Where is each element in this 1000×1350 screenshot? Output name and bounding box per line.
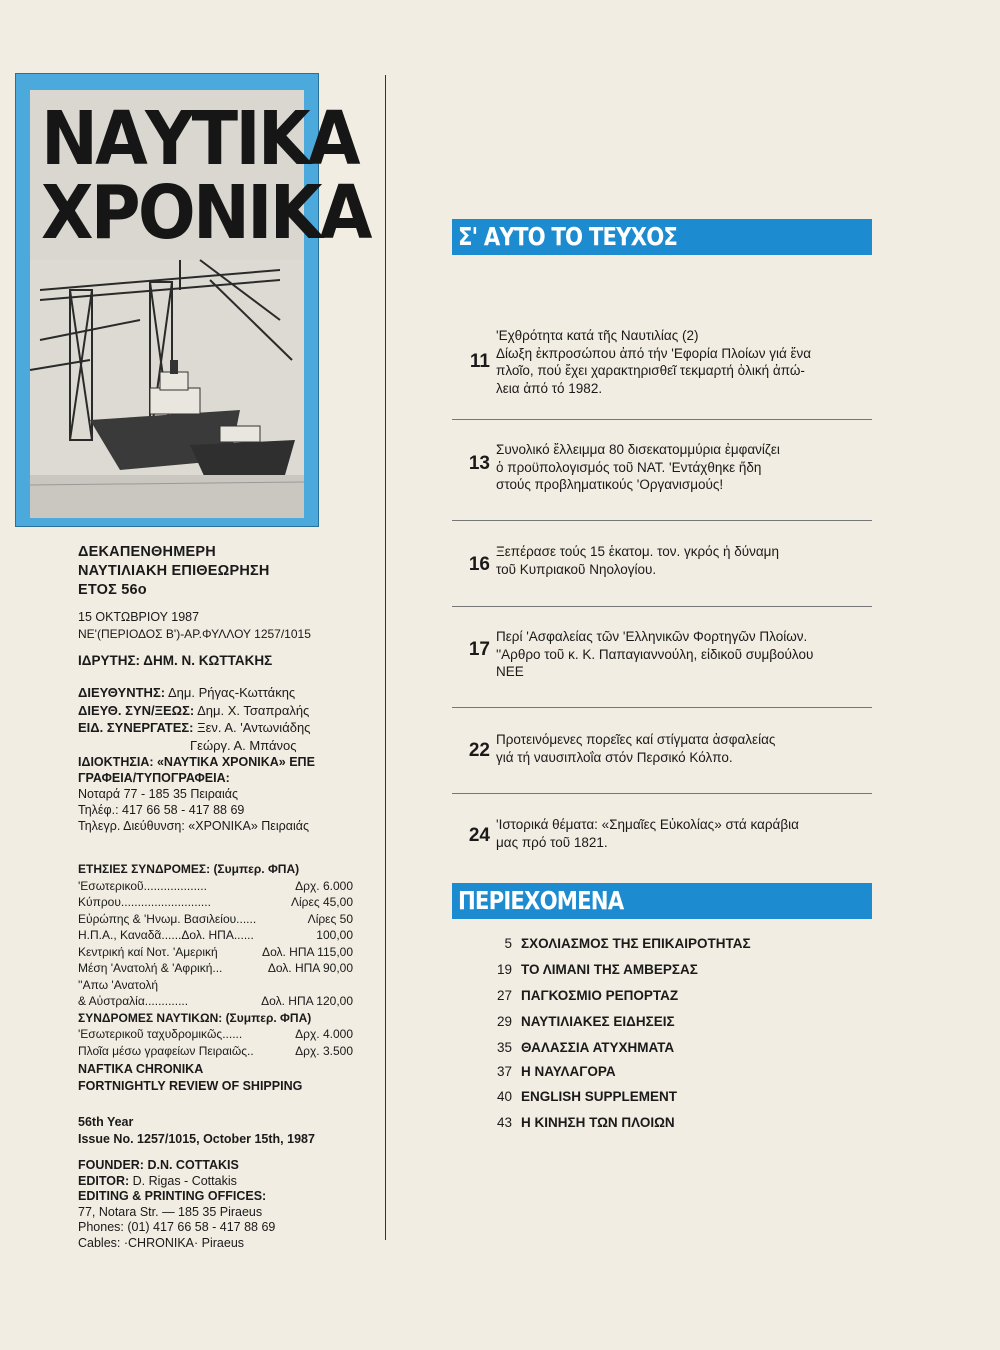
contents-banner — [452, 883, 872, 919]
subscription-row: Κεντρική καί Νοτ. 'Αμερική Δολ. ΗΠΑ 115,00 — [78, 944, 353, 959]
article-page: 13 — [468, 453, 490, 474]
separator — [452, 707, 872, 708]
seamen-subscriptions-title: ΣΥΝΔΡΟΜΕΣ ΝΑΥΤΙΚΩΝ: (Συμπερ. ΦΠΑ) — [78, 1010, 312, 1025]
separator — [452, 419, 872, 420]
article-page: 11 — [469, 351, 490, 372]
subscription-row: & Αὐστραλία............. Δολ. ΗΠΑ 120,00 — [78, 994, 353, 1008]
english-editor-label: EDITOR: — [78, 1173, 130, 1188]
article-page: 16 — [468, 554, 490, 575]
subscription-row: Η.Π.Α., Καναδᾶ......Δολ. ΗΠΑ...... 100,00 — [78, 928, 353, 942]
masthead-heading-line3: ΕΤΟΣ 56ο — [78, 582, 147, 598]
article-text: 'Εχθρότητα κατά τῆς Ναυτιλίας (2) Δίωξη ἐκπροσώπου ἀπό τήν 'Εφορία Πλοίων γιά ἕνα πλοῖο, πού ἔχει χαρακτηρισθεῖ τεκμαρτή ὁλική ἀπώ- λεια ἀπό τό 1982. — [496, 328, 812, 396]
masthead-issue: ΝΕ'(ΠΕΡΙΟΔΟΣ Β')-ΑΡ.ΦΥΛΛΟΥ 1257/1015 — [78, 627, 311, 641]
article-text: Περί 'Ασφαλείας τῶν 'Ελληνικῶν Φορτηγῶν Πλοίων. ''Αρθρο τοῦ κ. Κ. Παπαγιαννούλη, εἰδικοῦ συμβούλου ΝΕΕ — [496, 629, 814, 679]
offices-title: ΓΡΑΦΕΙΑ/ΤΥΠΟΓΡΑΦΕΙΑ: — [78, 771, 230, 785]
in-this-issue-title: Σ' ΑΥΤΟ ΤΟ ΤΕΥΧΟΣ — [458, 222, 678, 251]
subscription-row: Εὐρώπης & 'Ηνωμ. Βασιλείου...... Λίρες 50 — [78, 911, 353, 926]
article-page: 22 — [468, 740, 490, 761]
staff-row: ΔΙΕΥΘ. ΣΥΝ/ΞΕΩΣ: Δημ. Χ. Τσαπραλής — [78, 702, 310, 718]
article-entry[interactable] — [452, 327, 872, 399]
english-masthead — [78, 1061, 378, 1095]
separator — [452, 606, 872, 607]
english-staff — [78, 1158, 378, 1251]
column-divider — [385, 75, 386, 1240]
english-cables: Cables: ·CHRONIKA· Piraeus — [78, 1235, 245, 1250]
magazine-cover — [15, 73, 370, 527]
article-text: 'Ιστορικά θέματα: «Σημαῖες Εὐκολίας» στά καράβια μας πρό τοῦ 1821. — [496, 817, 799, 850]
separator — [452, 793, 872, 794]
article-page: 17 — [468, 639, 490, 660]
subscriptions — [78, 861, 378, 1059]
masthead-heading-line2: ΝΑΥΤΙΛΙΑΚΗ ΕΠΙΘΕΩΡΗΣΗ — [78, 563, 270, 579]
contents-item[interactable]: 27 ΠΑΓΚΟΣΜΙΟ ΡΕΠΟΡΤΑΖ — [496, 988, 679, 1003]
masthead-heading — [78, 543, 378, 600]
staff-list — [78, 684, 378, 754]
far-east-label: ''Απω 'Ανατολή — [78, 977, 159, 992]
english-title: NAFTIKA CHRONIKA — [78, 1062, 204, 1076]
cover-title-line2: ΧΡΟΝΙΚΑ — [40, 170, 370, 256]
contents-item[interactable]: 19 ΤΟ ΛΙΜΑΝΙ ΤΗΣ ΑΜΒΕΡΣΑΣ — [496, 962, 698, 977]
subscription-row: Πλοῖα μέσω γραφείων Πειραιῶς.. Δρχ. 3.500 — [78, 1043, 353, 1058]
article-text: Συνολικό ἔλλειμμα 80 δισεκατομμύρια ἐμφανίζει ὁ προϋπολογισμός τοῦ ΝΑΤ. 'Εντάχθηκε ἤδη στούς προβληματικούς 'Οργανισμούς! — [496, 442, 780, 492]
masthead-date: 15 ΟΚΤΩΒΡΙΟΥ 1987 — [78, 610, 200, 624]
founder-line: ΙΔΡΥΤΗΣ: ΔΗΜ. Ν. ΚΩΤΤΑΚΗΣ — [78, 653, 273, 668]
subscription-row: 'Εσωτερικοῦ................... Δρχ. 6.000 — [78, 878, 353, 893]
contents-item[interactable]: 37 Η ΝΑΥΛΑΓΟΡΑ — [496, 1064, 616, 1079]
subscription-row: Μέση 'Ανατολή & 'Αφρική... Δολ. ΗΠΑ 90,00 — [78, 961, 353, 975]
english-founder: FOUNDER: D.N. COTTAKIS — [78, 1158, 239, 1172]
article-text: Προτεινόμενες πορεῖες καί στίγματα ἀσφαλείας γιά τή ναυσιπλοΐα στόν Περσικό Κόλπο. — [496, 732, 776, 765]
subscriptions-title: ΕΤΗΣΙΕΣ ΣΥΝΔΡΟΜΕΣ: (Συμπερ. ΦΠΑ) — [78, 862, 300, 876]
english-issue: Issue No. 1257/1015, October 15th, 1987 — [78, 1132, 315, 1146]
masthead-heading-line1: ΔΕΚΑΠΕΝΘΗΜΕΡΗ — [78, 544, 216, 560]
address: Νοταρά 77 - 185 35 Πειραιάς — [78, 787, 239, 801]
english-editor: D. Rigas - Cottakis — [132, 1173, 237, 1188]
subscription-row: 'Εσωτερικοῦ ταχυδρομικῶς...... Δρχ. 4.000 — [78, 1027, 353, 1041]
staff-row: ΔΙΕΥΘΥΝΤΗΣ: Δημ. Ρήγας-Κωττάκης — [78, 685, 296, 700]
english-phones: Phones: (01) 417 66 58 - 417 88 69 — [78, 1220, 276, 1234]
cover-inner — [30, 90, 370, 518]
english-year: 56th Year — [78, 1115, 134, 1129]
separator — [452, 520, 872, 521]
english-address: 77, Notara Str. — 185 35 Piraeus — [78, 1204, 263, 1219]
cable-address: Τηλεγρ. Διεύθυνση: «ΧΡΟΝΙΚΑ» Πειραιάς — [78, 819, 309, 833]
article-text: Ξεπέρασε τούς 15 ἑκατομ. τον. γκρός ἡ δύναμη τοῦ Κυπριακοῦ Νηολογίου. — [496, 544, 779, 577]
contents-item[interactable]: 29 ΝΑΥΤΙΛΙΑΚΕΣ ΕΙΔΗΣΕΙΣ — [496, 1014, 675, 1029]
english-subtitle: FORTNIGHTLY REVIEW OF SHIPPING — [78, 1079, 303, 1093]
contents-item[interactable]: 35 ΘΑΛΑΣΣΙΑ ΑΤΥΧΗΜΑΤΑ — [496, 1040, 675, 1055]
cover-title-line1: ΝΑΥΤΙΚΑ — [40, 96, 358, 182]
contents-item[interactable]: 43 Η ΚΙΝΗΣΗ ΤΩΝ ΠΛΟΙΩΝ — [496, 1115, 675, 1130]
in-this-issue-banner — [452, 219, 872, 255]
cover-port-photo — [30, 260, 304, 518]
contents-item[interactable]: 40 ENGLISH SUPPLEMENT — [496, 1089, 678, 1104]
english-issue-info — [78, 1114, 378, 1148]
contents-item[interactable]: 5 ΣΧΟΛΙΑΣΜΟΣ ΤΗΣ ΕΠΙΚΑΙΡΟΤΗΤΑΣ — [504, 936, 751, 951]
english-offices: EDITING & PRINTING OFFICES: — [78, 1189, 267, 1203]
ownership: ΙΔΙΟΚΤΗΣΙΑ: «ΝΑΥΤΙΚΑ ΧΡΟΝΙΚΑ» ΕΠΕ — [78, 755, 315, 769]
phone: Τηλέφ.: 417 66 58 - 417 88 69 — [78, 803, 245, 817]
subscription-row: Κύπρου........................... Λίρες 45,00 — [78, 895, 353, 909]
contents-title: ΠΕΡΙΕΧΟΜΕΝΑ — [458, 886, 624, 915]
staff-extra: Γεώργ. Α. Μπάνος — [190, 737, 297, 753]
article-page: 24 — [468, 825, 490, 846]
staff-row: ΕΙΔ. ΣΥΝΕΡΓΑΤΕΣ: Ξεν. Α. 'Αντωνιάδης — [78, 720, 311, 735]
